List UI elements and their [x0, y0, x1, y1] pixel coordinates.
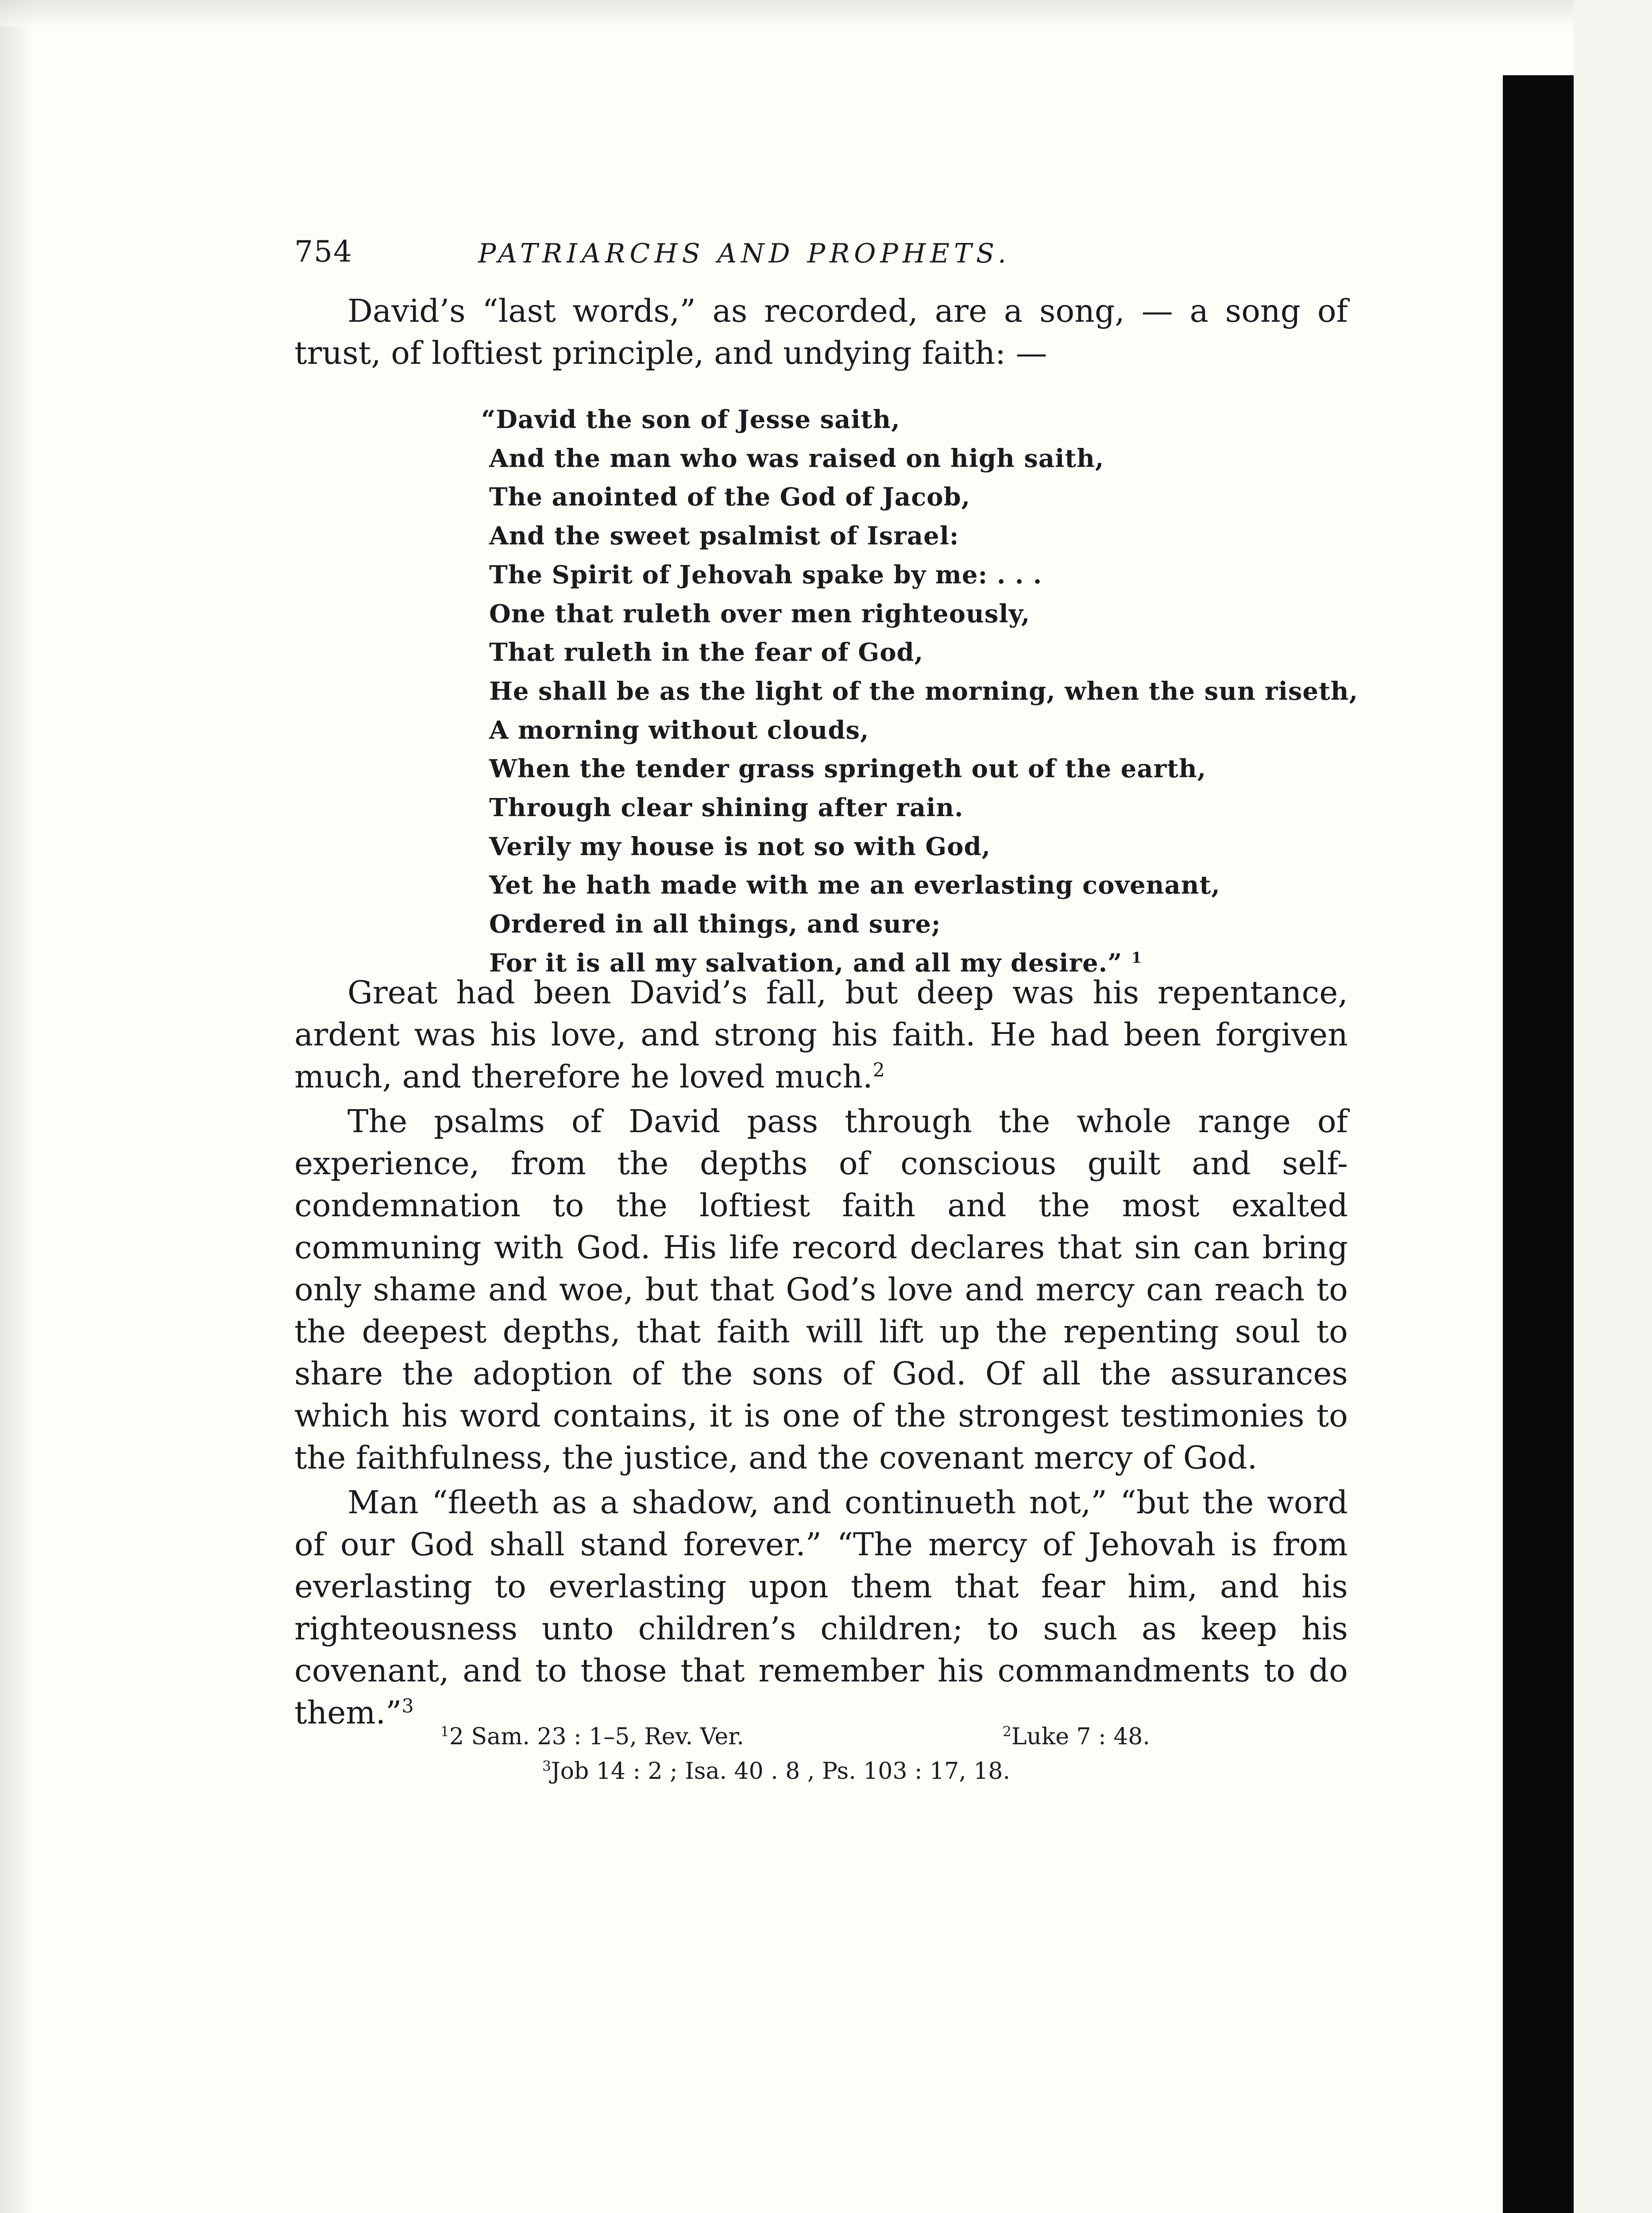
footnote-text: 2 Sam. 23 : 1–5, Rev. Ver. [449, 1723, 744, 1750]
footnote-3 [542, 1754, 1010, 1789]
poem-line: Through clear shining after rain. [489, 793, 964, 823]
poem-line: He shall be as the light of the morning, when the sun riseth, [489, 676, 1359, 706]
body-text [294, 972, 1348, 1734]
paragraph-text: The psalms of David pass through the whole range of experience, from the depths of conscious guilt and self-condemnation to the loftiest faith and the most exalted communing with God. His life record declares that sin can bring only shame and woe, but that God’s love and mercy can reach to the deepest depths, that faith will lift up the repenting soul to share the adoption of the sons of God. Of all the assurances which his word contains, it is one of the strongest testimonies to the faithfulness, the justice, and the covenant mercy of God. [294, 1103, 1348, 1476]
running-head [294, 235, 1388, 274]
poem-line: Yet he hath made with me an everlasting covenant, [489, 871, 1220, 900]
poem-line: A morning without clouds, [489, 715, 869, 745]
binding-gutter [1574, 0, 1652, 2213]
scan-shadow-top [0, 0, 1652, 27]
running-title: PATRIARCHS AND PROPHETS. [478, 238, 1011, 269]
poem-line: Verily my house is not so with God, [489, 832, 991, 861]
footnote-text: Job 14 : 2 ; Isa. 40 . 8 , Ps. 103 : 17, 18. [551, 1758, 1011, 1785]
footnote-ref: 3 [401, 1695, 414, 1718]
poem-line: Ordered in all things, and sure; [489, 910, 941, 939]
poem-line: When the tender grass springeth out of the earth, [489, 754, 1207, 784]
poem-line: The anointed of the God of Jacob, [489, 482, 971, 512]
paragraph [294, 972, 1348, 1098]
poem-line-text: For it is all my salvation, and all my desire.” [489, 948, 1123, 978]
poem-block [481, 401, 1374, 983]
poem-line: One that ruleth over men righteously, [489, 599, 1031, 628]
binding-shadow-bar [1503, 75, 1574, 2213]
poem-line: And the man who was raised on high saith, [489, 443, 1104, 473]
footnote-mark: 3 [542, 1758, 551, 1774]
footnote-mark: 2 [1003, 1723, 1011, 1740]
footnotes [294, 1720, 1357, 1789]
poem-line: That ruleth in the fear of God, [489, 638, 924, 667]
footnote-2 [1003, 1720, 1150, 1754]
poem-line: “David the son of Jesse saith, [481, 405, 900, 434]
page-number: 754 [294, 235, 353, 269]
footnote-mark: 1 [440, 1723, 449, 1740]
footnote-text: Luke 7 : 48. [1011, 1723, 1150, 1750]
footnote-1 [440, 1720, 744, 1754]
intro-paragraph [294, 290, 1348, 374]
footnote-ref: 2 [872, 1059, 885, 1082]
paragraph-text: Great had been David’s fall, but deep was his repentance, ardent was his love, and strong his faith. He had been forgiven much, and therefore he loved much. [294, 974, 1348, 1095]
poem-line: And the sweet psalmist of Israel: [489, 521, 959, 551]
footnote-ref: 1 [1131, 948, 1143, 967]
footnote-row [294, 1720, 1357, 1754]
intro-text: David’s “last words,” as recorded, are a song, — a song of trust, of loftiest principle, and undying faith: — [294, 293, 1348, 371]
paragraph [294, 1100, 1348, 1479]
paragraph [294, 1481, 1348, 1734]
paragraph-text: Man “fleeth as a shadow, and continueth not,” “but the word of our God shall stand forever.” “The mercy of Jehovah is from everlasting to everlasting upon them that fear him, and his righteousness unto children’s children; to such as keep his covenant, and to those that remember his commandments to do them.” [294, 1484, 1348, 1731]
poem-line: The Spirit of Jehovah spake by me: . . . [489, 560, 1042, 590]
scan-shadow-left [0, 0, 31, 2213]
footnote-row [294, 1754, 1357, 1789]
